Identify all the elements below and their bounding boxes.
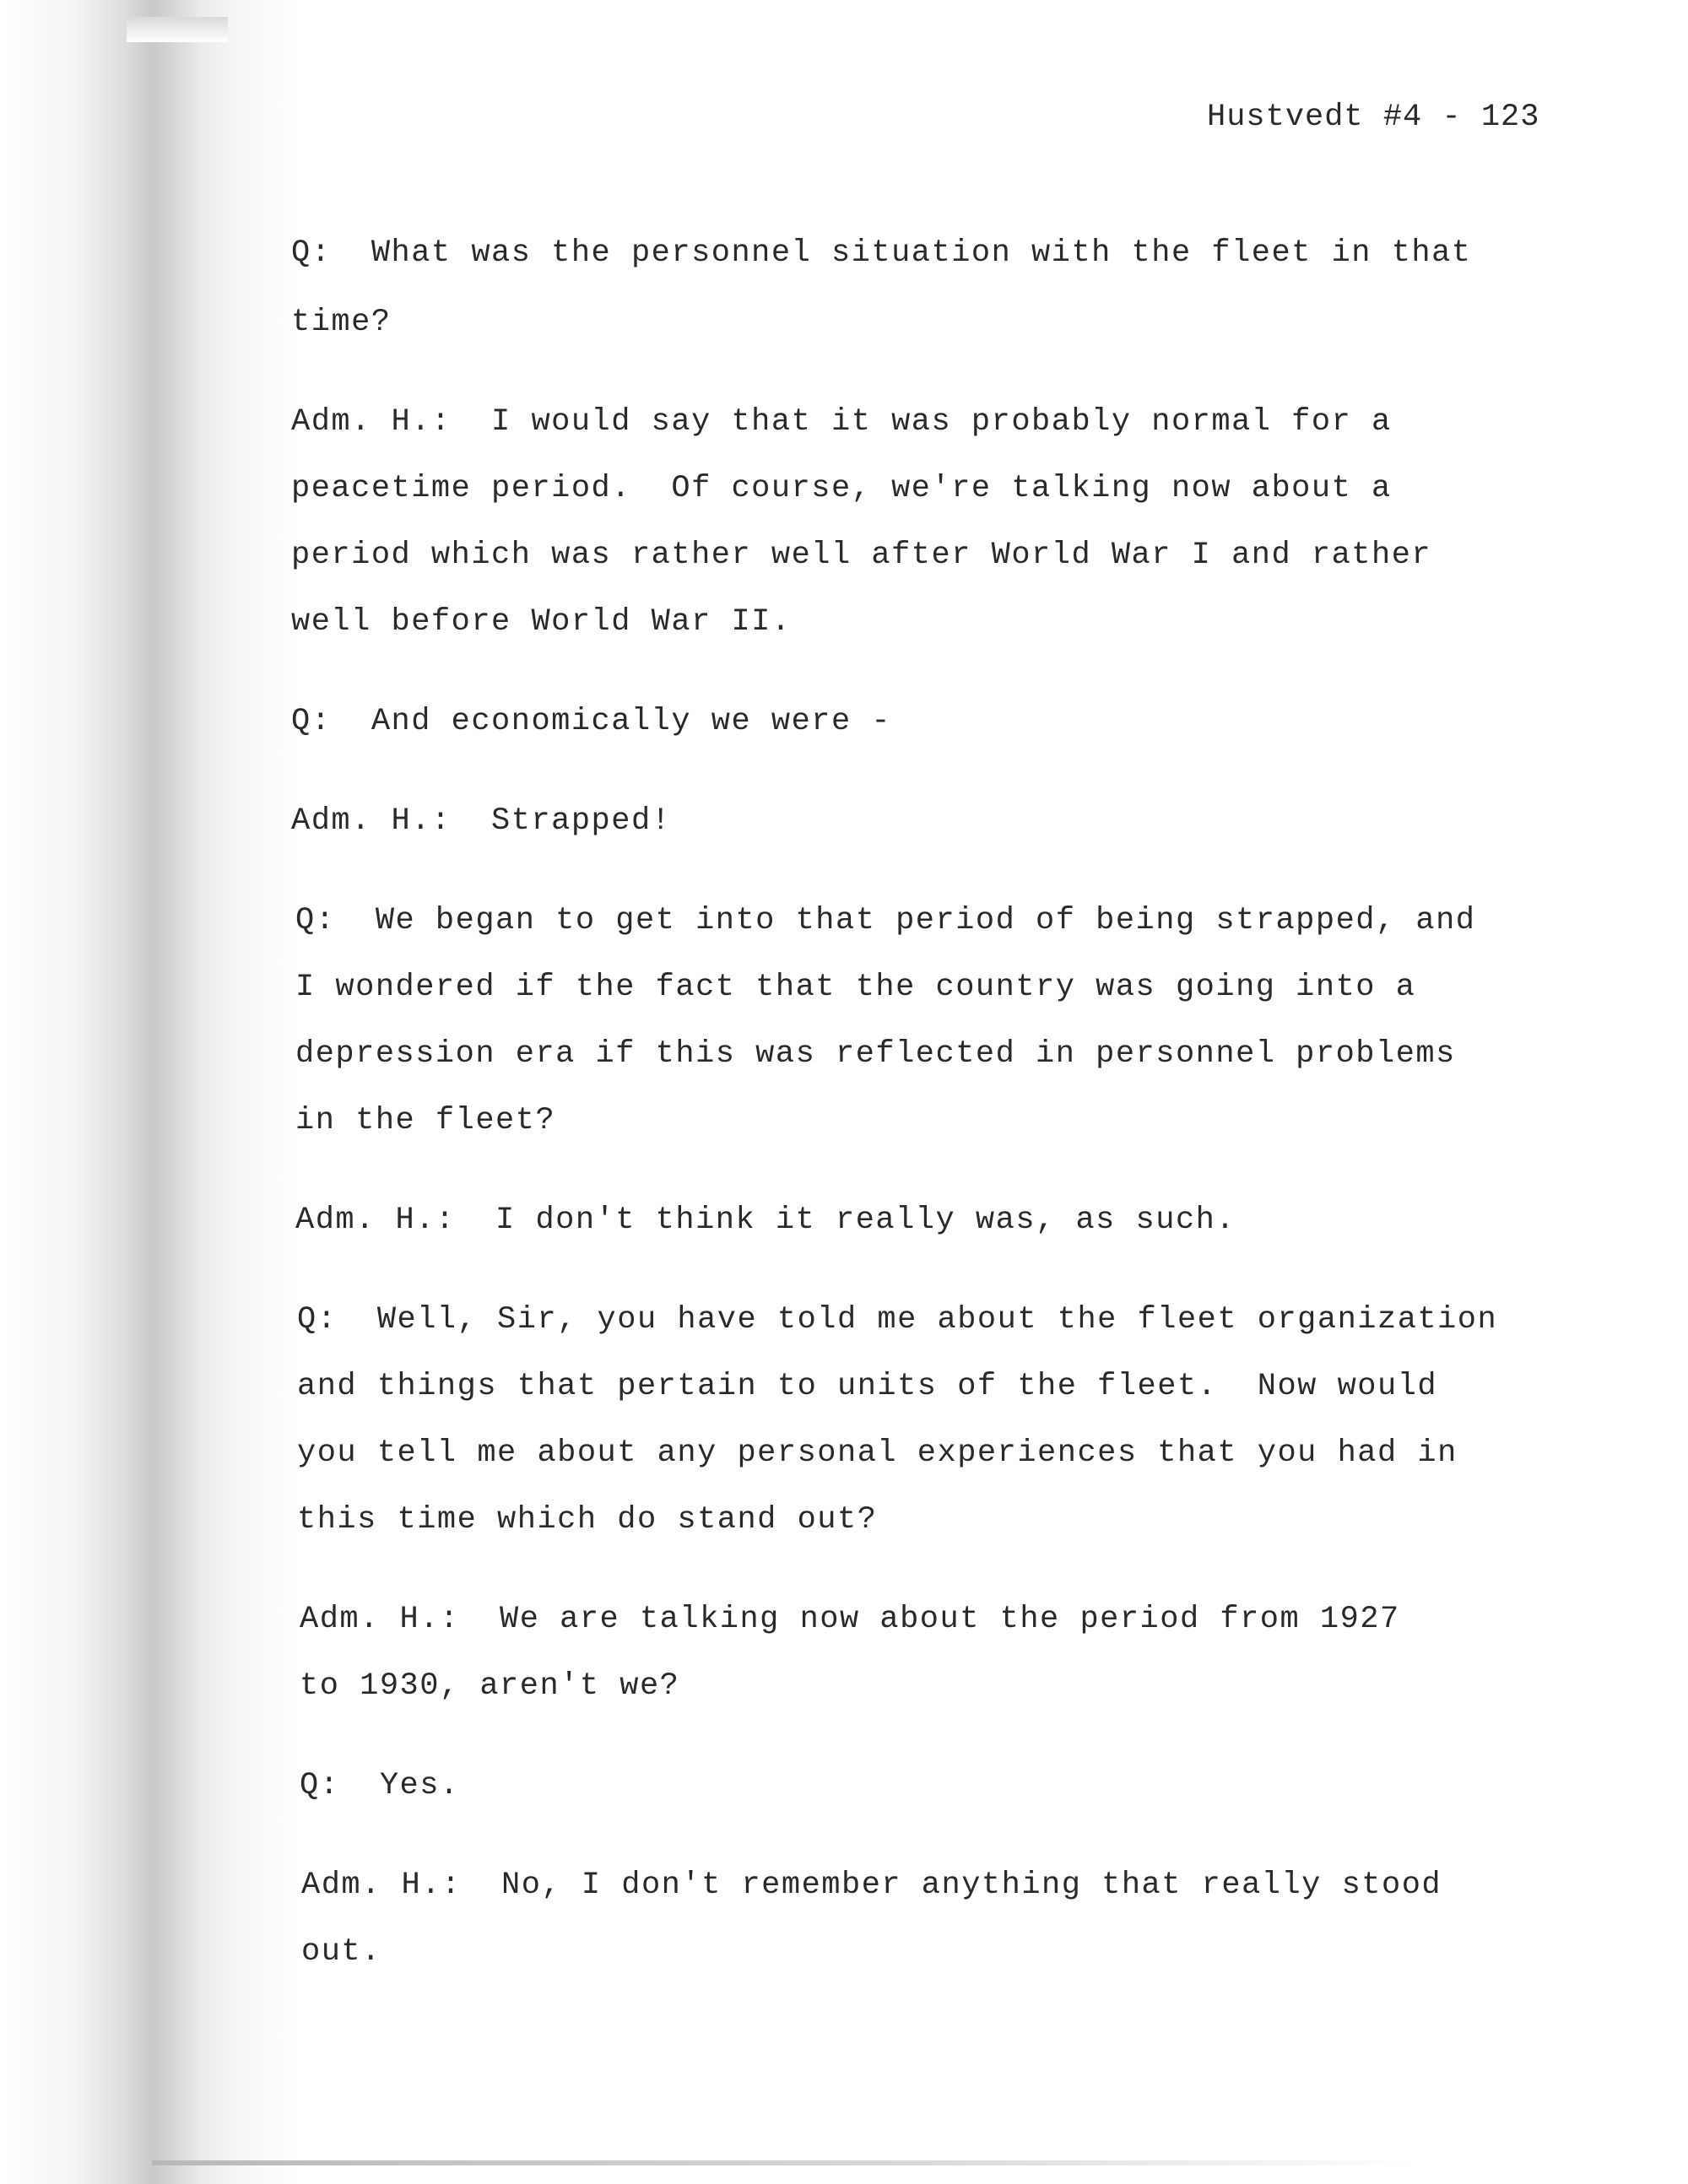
binding-shadow [0,0,304,2184]
transcript-line: period which was rather well after World War I and rather [291,538,1432,573]
transcript-line: this time which do stand out? [297,1502,878,1538]
transcript-line: Q: Well, Sir, you have told me about the fleet organization [297,1302,1498,1338]
transcript-line: Q: And economically we were - [291,704,892,739]
transcript-line: out. [301,1934,381,1970]
transcript-line: Adm. H.: I would say that it was probably normal for a [291,404,1392,440]
transcript-line: to 1930, aren't we? [300,1668,680,1704]
transcript-line: Adm. H.: No, I don't remember anything that really stood [301,1868,1442,1903]
transcript-line: time? [291,305,392,340]
transcript-line: Q: We began to get into that period of being strapped, and [295,903,1476,938]
transcript-line: Adm. H.: I don't think it really was, as such. [295,1203,1236,1238]
transcript-line: Q: What was the personnel situation with the fleet in that [291,235,1472,271]
transcript-line: in the fleet? [295,1103,556,1138]
transcript-line: Q: Yes. [300,1768,460,1803]
transcript-line: Adm. H.: Strapped! [291,803,672,839]
transcript-line: peacetime period. Of course, we're talking now about a [291,471,1392,506]
page-number: Hustvedt #4 - 123 [1207,100,1540,135]
page-bottom-edge [152,2160,1418,2165]
transcript-line: I wondered if the fact that the country was going into a [295,970,1416,1005]
transcript-line: and things that pertain to units of the fleet. Now would [297,1369,1438,1404]
transcript-line: you tell me about any personal experiences that you had in [297,1435,1458,1471]
transcript-line: depression era if this was reflected in personnel problems [295,1036,1456,1072]
transcript-line: well before World War II. [291,604,792,640]
transcript-line: Adm. H.: We are talking now about the period from 1927 [300,1602,1400,1637]
binding-top-shadow [127,17,228,42]
